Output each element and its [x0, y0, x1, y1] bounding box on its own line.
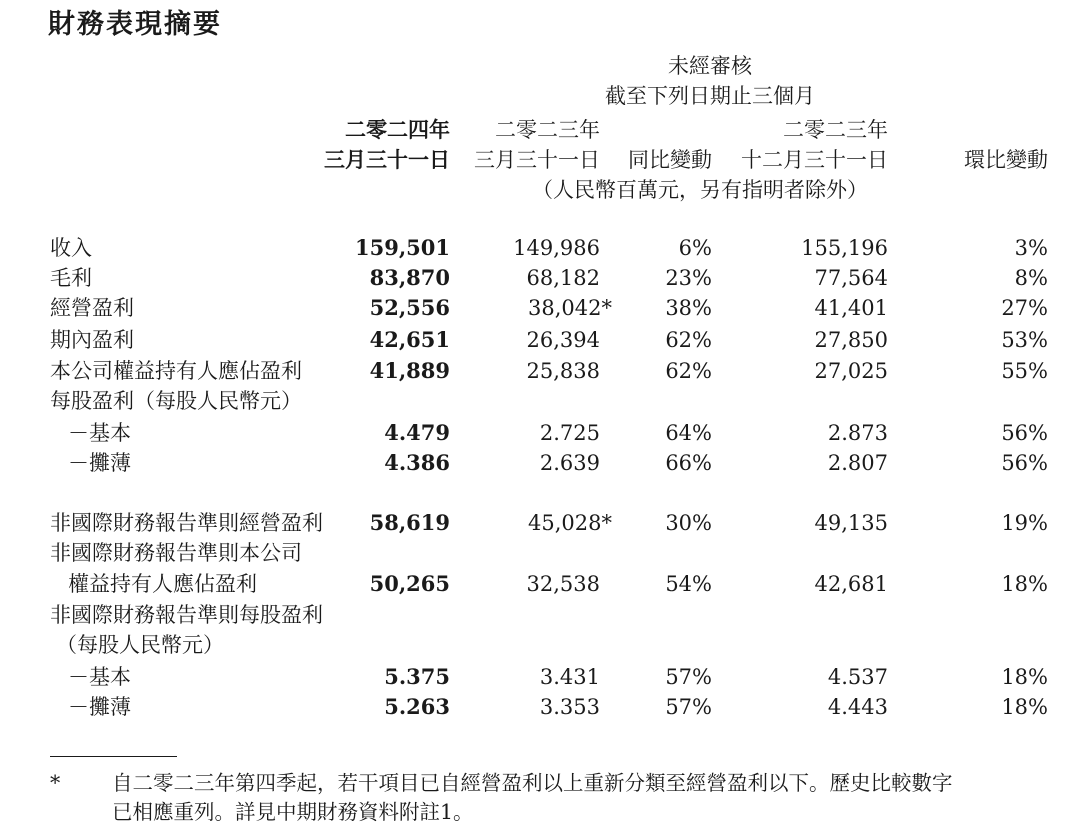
row-label: 權益持有人應佔盈利 — [68, 572, 257, 596]
col4-header-year: 二零二三年 — [783, 118, 888, 142]
value-2023q1: 45,028* — [528, 511, 612, 535]
value-qoq: 3% — [1014, 236, 1048, 260]
row-label: －基本 — [68, 421, 131, 445]
footnote-line-2: 已相應重列。詳見中期財務資料附註1。 — [112, 800, 474, 824]
row-label: 期內盈利 — [50, 328, 134, 352]
value-2023q1: 3.353 — [539, 695, 600, 719]
value-2023q1: 2.725 — [539, 421, 600, 445]
table-row — [0, 356, 1080, 386]
period-label: 截至下列日期止三個月 — [605, 84, 815, 108]
col3-header: 同比變動 — [628, 148, 712, 172]
table-row — [0, 263, 1080, 293]
value-qoq: 27% — [1001, 296, 1048, 320]
value-qoq: 18% — [1001, 572, 1048, 596]
table-row — [0, 448, 1080, 478]
value-2024q1: 58,619 — [369, 510, 450, 535]
row-label: －攤薄 — [68, 695, 131, 719]
value-qoq: 53% — [1001, 328, 1048, 352]
row-label: 毛利 — [50, 266, 92, 290]
value-2023q1: 26,394 — [526, 328, 600, 352]
value-2023q4: 27,025 — [814, 359, 888, 383]
unit-note: （人民幣百萬元，另有指明者除外） — [532, 178, 868, 202]
col1-header-date: 三月三十一日 — [324, 147, 450, 172]
value-2023q4: 77,564 — [814, 266, 888, 290]
row-label: 非國際財務報告準則經營盈利 — [50, 511, 323, 535]
table-row — [0, 418, 1080, 448]
col2-header-date: 三月三十一日 — [474, 148, 600, 172]
value-2024q1: 4.479 — [384, 420, 450, 445]
value-yoy: 62% — [665, 359, 712, 383]
table-row — [0, 538, 1080, 568]
value-2023q4: 42,681 — [814, 572, 888, 596]
value-2024q1: 159,501 — [355, 235, 450, 260]
value-2023q4: 41,401 — [814, 296, 888, 320]
value-qoq: 18% — [1001, 695, 1048, 719]
row-label: 本公司權益持有人應佔盈利 — [50, 359, 302, 383]
row-label: 收入 — [50, 236, 92, 260]
row-label: －基本 — [68, 665, 131, 689]
value-qoq: 19% — [1001, 511, 1048, 535]
value-yoy: 38% — [665, 296, 712, 320]
value-2023q1: 149,986 — [513, 236, 600, 260]
value-2023q4: 155,196 — [801, 236, 888, 260]
value-qoq: 18% — [1001, 665, 1048, 689]
col5-header: 環比變動 — [964, 148, 1048, 172]
row-label: （每股人民幣元） — [56, 633, 224, 657]
value-2023q4: 49,135 — [814, 511, 888, 535]
value-2023q1: 38,042* — [528, 296, 612, 320]
value-yoy: 54% — [665, 572, 712, 596]
value-2023q1: 68,182 — [526, 266, 600, 290]
footnote-marker: * — [50, 771, 61, 795]
value-2024q1: 52,556 — [369, 295, 450, 320]
table-row — [0, 325, 1080, 355]
row-label: 非國際財務報告準則每股盈利 — [50, 603, 323, 627]
value-2023q1: 2.639 — [539, 451, 600, 475]
value-2023q4: 27,850 — [814, 328, 888, 352]
value-yoy: 57% — [665, 665, 712, 689]
value-yoy: 66% — [665, 451, 712, 475]
value-qoq: 56% — [1001, 451, 1048, 475]
value-2024q1: 50,265 — [369, 571, 450, 596]
value-2023q4: 2.873 — [827, 421, 888, 445]
value-yoy: 57% — [665, 695, 712, 719]
value-2023q1: 25,838 — [526, 359, 600, 383]
value-qoq: 8% — [1014, 266, 1048, 290]
table-row — [0, 233, 1080, 263]
value-2023q1: 32,538 — [526, 572, 600, 596]
table-row — [0, 630, 1080, 660]
value-2024q1: 5.375 — [384, 664, 450, 689]
value-2024q1: 5.263 — [384, 694, 450, 719]
row-label: －攤薄 — [68, 451, 131, 475]
footnote-line-1: 自二零二三年第四季起，若干項目已自經營盈利以上重新分類至經營盈利以下。歷史比較數字 — [112, 771, 953, 795]
value-2024q1: 4.386 — [384, 450, 450, 475]
footnote-divider — [50, 756, 177, 757]
page-title: 財務表現摘要 — [48, 9, 222, 40]
row-label: 經營盈利 — [50, 296, 134, 320]
value-2023q4: 4.537 — [827, 665, 888, 689]
value-yoy: 6% — [678, 236, 712, 260]
value-yoy: 62% — [665, 328, 712, 352]
col2-header-year: 二零二三年 — [495, 118, 600, 142]
value-2024q1: 42,651 — [369, 327, 450, 352]
value-yoy: 30% — [665, 511, 712, 535]
value-yoy: 64% — [665, 421, 712, 445]
table-row — [0, 600, 1080, 630]
value-2023q4: 4.443 — [827, 695, 888, 719]
value-2024q1: 41,889 — [369, 358, 450, 383]
value-yoy: 23% — [665, 266, 712, 290]
row-label: 每股盈利（每股人民幣元） — [50, 389, 302, 413]
value-qoq: 55% — [1001, 359, 1048, 383]
table-row — [0, 569, 1080, 599]
table-row — [0, 386, 1080, 416]
value-2023q1: 3.431 — [539, 665, 600, 689]
table-row — [0, 662, 1080, 692]
value-2024q1: 83,870 — [369, 265, 450, 290]
value-2023q4: 2.807 — [827, 451, 888, 475]
col1-header-year: 二零二四年 — [345, 117, 450, 142]
value-qoq: 56% — [1001, 421, 1048, 445]
table-row — [0, 508, 1080, 538]
table-row — [0, 293, 1080, 323]
table-row — [0, 692, 1080, 722]
unaudited-label: 未經審核 — [668, 54, 752, 78]
row-label: 非國際財務報告準則本公司 — [50, 541, 302, 565]
col4-header-date: 十二月三十一日 — [741, 148, 888, 172]
